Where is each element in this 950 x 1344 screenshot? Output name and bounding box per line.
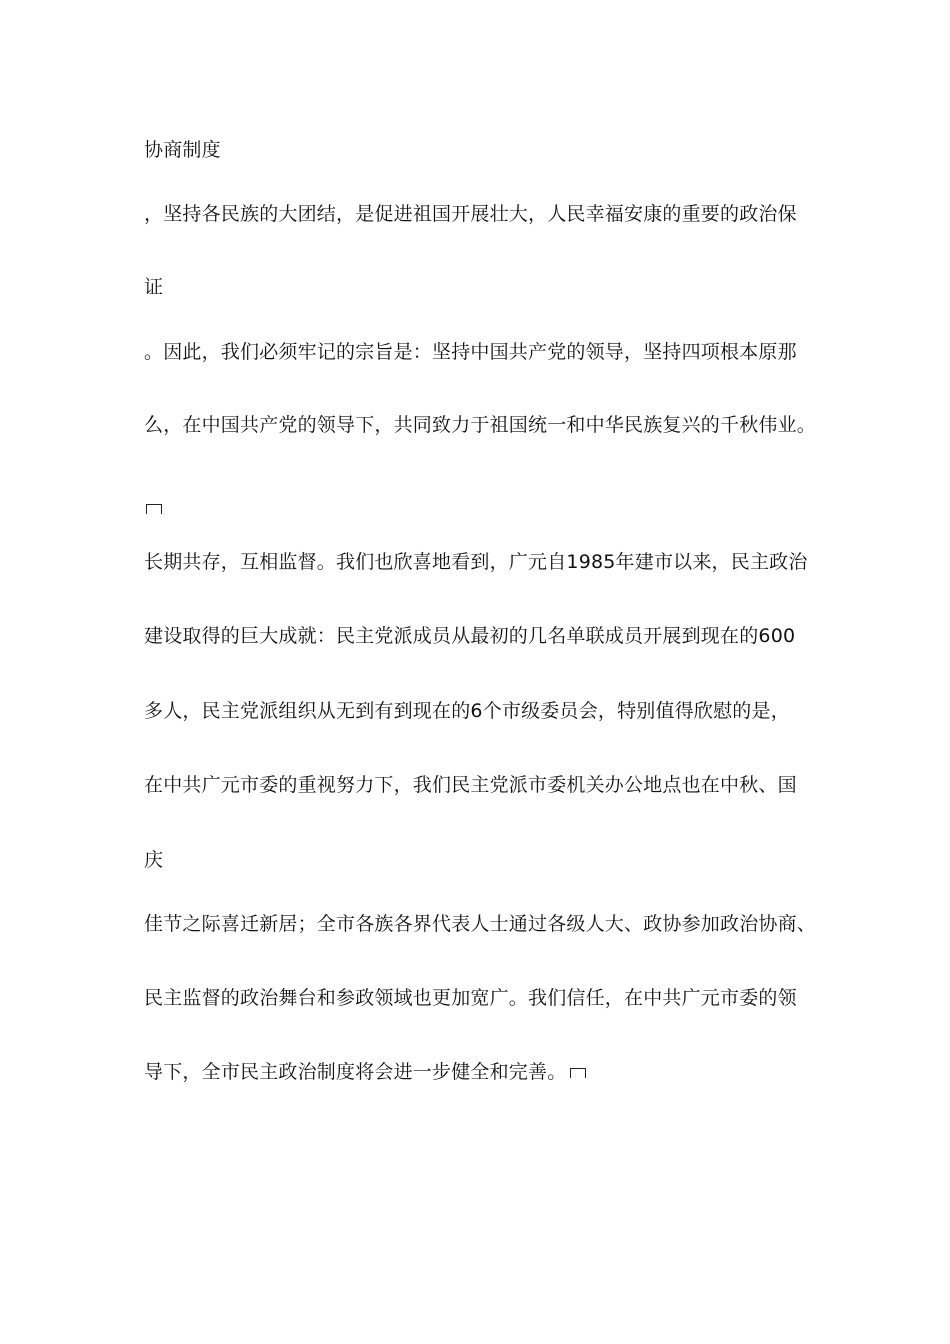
- paragraph-line-3: 证: [144, 276, 164, 298]
- paragraph-break-mark: [146, 498, 162, 517]
- paragraph-line-2: ，坚持各民族的大团结，是促进祖国开展壮大，人民幸福安康的重要的政治保: [144, 203, 797, 225]
- paragraph-line-5: 么，在中国共产党的领导下，共同致力于祖国统一和中华民族复兴的千秋伟业。: [144, 414, 817, 436]
- paragraph-line-1: 协商制度: [144, 139, 221, 161]
- break-mark-icon: [146, 504, 162, 514]
- paragraph-line-12: 民主监督的政治舞台和参政领域也更加宽广。我们信任，在中共广元市委的领: [144, 987, 797, 1009]
- paragraph-line-9: 在中共广元市委的重视努力下，我们民主党派市委机关办公地点也在中秋、国: [144, 774, 797, 796]
- paragraph-line-11: 佳节之际喜迁新居；全市各族各界代表人士通过各级人大、政协参加政治协商、: [144, 913, 817, 935]
- paragraph-line-8: 多人，民主党派组织从无到有到现在的6个市级委员会，特别值得欣慰的是，: [144, 700, 790, 722]
- end-mark-icon: [570, 1068, 586, 1078]
- paragraph-line-4: 。因此，我们必须牢记的宗旨是：坚持中国共产党的领导，坚持四项根本原那: [144, 341, 797, 363]
- paragraph-line-10: 庆: [144, 849, 164, 871]
- paragraph-line-6: 长期共存，互相监督。我们也欣喜地看到，广元自1985年建市以来，民主政治: [144, 551, 808, 573]
- paragraph-line-7: 建设取得的巨大成就：民主党派成员从最初的几名单联成员开展到现在的600: [144, 625, 796, 647]
- paragraph-line-13-text: 导下，全市民主政治制度将会进一步健全和完善。: [144, 1061, 567, 1083]
- paragraph-line-13: [144, 1060, 586, 1084]
